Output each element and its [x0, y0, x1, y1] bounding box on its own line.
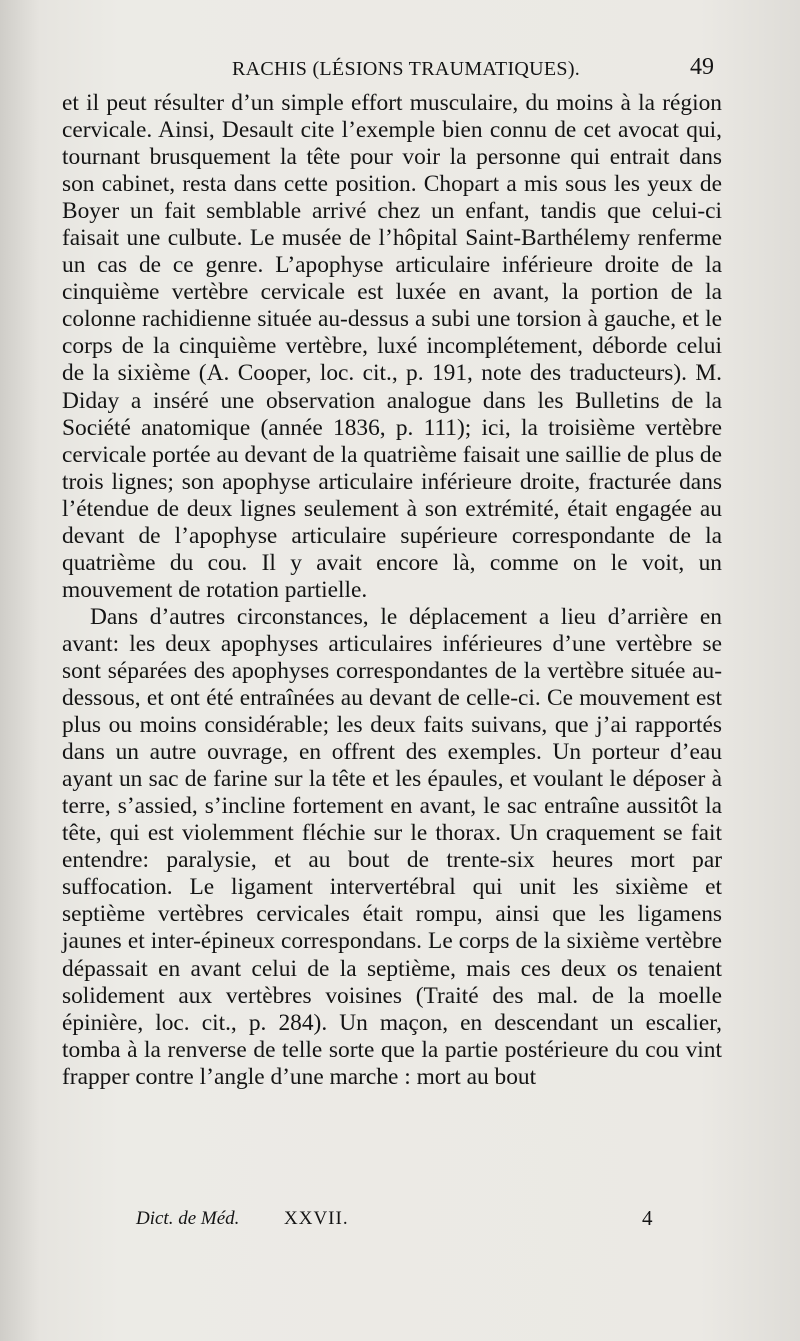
page-number: 49 [690, 54, 714, 80]
paragraph-1: et il peut résulter d’un simple effort musculaire, du moins à la région cervicale. Ainsi, Desault cite l’exemple bien connu de cet avocat qui, tournant brusquement la tête pour voir la personne qui entrait dans son cabinet, resta dans cette position. Chopart a mis sous les yeux de Boyer un fait semblable arrivé chez un enfant, tandis que celui-ci faisait une culbute. Le musée de l’hôpital Saint-Barthélemy renferme un cas de ce genre. L’apophyse articulaire inférieure droite de la cinquième vertèbre cervicale est luxée en avant, la portion de la colonne rachidienne située au-dessus a subi une torsion à gauche, et le corps de la cinquième vertèbre, luxé incomplétement, déborde celui de la sixième (A. Cooper, loc. cit., p. 191, note des traducteurs). M. Diday a inséré une observation analogue dans les Bulletins de la Société anatomique (année 1836, p. 111); ici, la troisième vertèbre cervicale portée au devant de la quatrième faisait une saillie de plus de trois lignes; son apophyse articulaire inférieure droite, fracturée dans l’étendue de deux lignes seulement à son extrémité, était engagée au devant de l’apophyse articulaire supérieure correspondante de la quatrième du cou. Il y avait encore là, comme on le voit, un mouvement de rotation partielle. [62, 90, 722, 603]
signature-mark: Dict. de Méd. [136, 1208, 240, 1229]
page-header [62, 54, 722, 88]
running-title: RACHIS (LÉSIONS TRAUMATIQUES). [232, 58, 581, 80]
volume-number: XXVII. [284, 1208, 349, 1229]
paragraph-2: Dans d’autres circonstances, le déplacement a lieu d’arrière en avant: les deux apophyses articulaires inférieures d’une vertèbre se sont séparées des apophyses correspondantes de la vertèbre située au-dessous, et ont été entraînées au devant de celle-ci. Ce mouvement est plus ou moins considérable; les deux faits suivans, que j’ai rapportés dans un autre ouvrage, en offrent des exemples. Un porteur d’eau ayant un sac de farine sur la tête et les épaules, et voulant le déposer à terre, s’assied, s’incline fortement en avant, le sac entraîne aussitôt la tête, qui est violemment fléchie sur le thorax. Un craquement se fait entendre: paralysie, et au bout de trente-six heures mort par suffocation. Le ligament intervertébral qui unit les sixième et septième vertèbres cervicales était rompu, ainsi que les ligamens jaunes et inter-épineux correspondans. Le corps de la sixième vertèbre dépassait en avant celui de la septième, mais ces deux os tenaient solidement aux vertèbres voisines (Traité des mal. de la moelle épinière, loc. cit., p. 284). Un maçon, en descendant un escalier, tomba à la renverse de telle sorte que la partie postérieure du cou vint frapper contre l’angle d’une marche : mort au bout [62, 603, 722, 1090]
page-footer [62, 1208, 722, 1238]
sheet-number: 4 [642, 1206, 653, 1230]
body-text [62, 90, 722, 1091]
